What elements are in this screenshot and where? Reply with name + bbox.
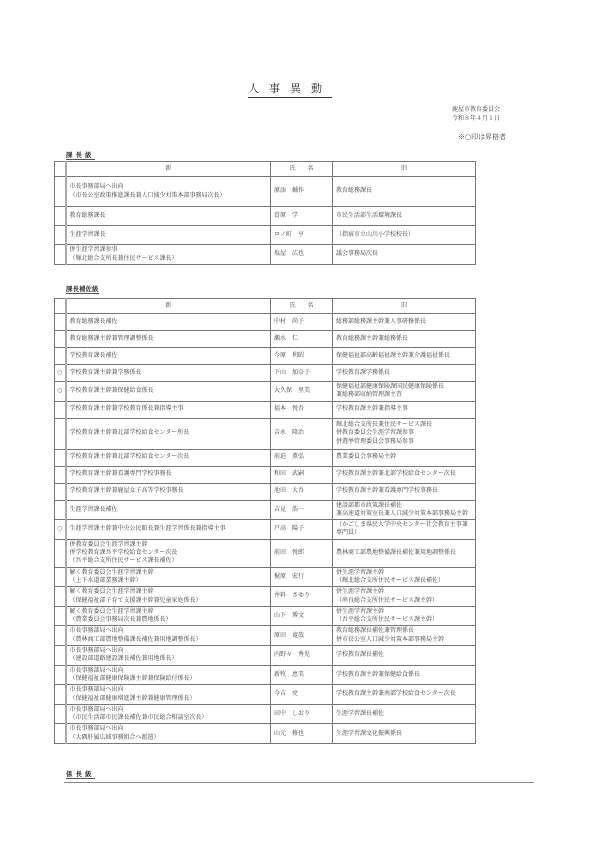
promotion-mark: [55, 685, 66, 705]
old-position: 学校教育課主幹兼北部学校給食センター次長: [333, 466, 476, 483]
promotion-mark: [55, 401, 66, 418]
person-name: 福本 悦吾: [271, 401, 333, 418]
person-name: 内野々 秀児: [271, 646, 333, 666]
new-position: 解く教育委員会生涯学習課主幹 （上下水道部業務課主幹）: [66, 567, 271, 587]
table-header-row: [55, 162, 476, 177]
person-name: 塩屋 広也: [271, 245, 333, 265]
old-position: （かごしま県民大学中央センター社会教育主事兼専門員）: [333, 520, 476, 540]
header-new: 新: [66, 299, 271, 314]
old-position: 生涯学習課文化振興係長: [333, 724, 476, 744]
new-position: 市長事務部局へ出向 （大隅肝属広域事務組合へ派遣）: [66, 724, 271, 744]
old-position: 併生涯学習課主幹 （串良総合支所住民サービス課主幹）: [333, 587, 476, 607]
new-position: 市長事務部局へ出向 （農林商工部農地整備課長補佐兼用地調整係長）: [66, 626, 271, 646]
new-position: 市長事務部局へ出向 （市民生活部市民課長補佐兼市民総合相談室次長）: [66, 704, 271, 724]
issuer-block: [452, 105, 500, 123]
roster-table-kacho-hosa: [54, 298, 476, 744]
table-row: [55, 665, 476, 685]
header-mark: [55, 162, 66, 177]
promotion-mark: [55, 245, 66, 265]
old-position: 総務部総務課主幹兼人事研修係長: [333, 314, 476, 331]
old-position: 農業委員会事務局主幹: [333, 449, 476, 466]
new-position: 教育総務課長: [66, 207, 271, 226]
person-name: 吉永 隆治: [271, 418, 333, 449]
old-position: 学校教育課主幹兼保健給食係長: [333, 665, 476, 685]
header-mark: [55, 299, 66, 314]
new-position: 学校教育課主幹兼鹿屋女子高等学校事務長: [66, 483, 271, 500]
promotion-mark: [55, 177, 66, 207]
table-row: [55, 226, 476, 245]
promotion-mark: ○: [55, 520, 66, 540]
table-row: [55, 177, 476, 207]
issue-date: 令和８年４月１日: [452, 115, 501, 122]
person-name: 瀬水 仁: [271, 331, 333, 348]
new-position: 解く教育委員会生涯学習課主幹 （保健福祉部子育て支援課主幹兼児童家庭係長）: [66, 587, 271, 607]
new-position: 学校教育課主幹兼北部学校給食センター所長: [66, 418, 271, 449]
old-position: 併生涯学習課主幹 （吾平総合支所住民サービス課主幹）: [333, 606, 476, 626]
promotion-mark: [55, 314, 66, 331]
header-name: 氏 名: [271, 299, 333, 314]
old-position: 輝北総合支所長兼住民サービス課長 併教育委員会生涯学習課参事 併選挙管理委員会事務局参事: [333, 418, 476, 449]
old-position: 教育総務課長: [333, 177, 476, 207]
promotion-mark: [55, 483, 66, 500]
person-name: 大久保 里美: [271, 382, 333, 402]
table-row: [55, 207, 476, 226]
person-name: 吉見 浩一: [271, 500, 333, 520]
section-heading-kacho: 課長級: [66, 151, 95, 159]
promotion-mark: ○: [55, 365, 66, 382]
new-position: 市長事務部局へ出向 （市長公室政策推進課長兼人口減少対策本部事務局次長）: [66, 177, 271, 207]
roster-table-kacho: [54, 161, 476, 265]
old-position: 教育総務課長補佐兼管理係長 併市長公室人口減少対策本部事務局主幹: [333, 626, 476, 646]
new-position: 併生涯学習課参事 （輝北総合支所長兼住民サービス課長）: [66, 245, 271, 265]
person-name: 山元 修也: [271, 724, 333, 744]
old-position: 保健福祉部健康保険課国民健康保険係長 兼総務部収納管理課主査: [333, 382, 476, 402]
table-row: [55, 331, 476, 348]
promotion-mark: [55, 724, 66, 744]
new-position: 教育総務課主幹兼管理調整係長: [66, 331, 271, 348]
person-name: 戸高 陽子: [271, 520, 333, 540]
old-position: 市民生活部生活環境課長: [333, 207, 476, 226]
person-name: 梶原 宏行: [271, 567, 333, 587]
table-row: [55, 365, 476, 382]
table-row: [55, 587, 476, 607]
header-old: 旧: [333, 299, 476, 314]
promotion-mark: [55, 606, 66, 626]
table-row: [55, 500, 476, 520]
section-heading-kakaricho: 係長級: [66, 770, 95, 778]
promotion-mark: [55, 646, 66, 666]
table-row: [55, 245, 476, 265]
person-name: 山下 博文: [271, 606, 333, 626]
old-position: 議会事務局次長: [333, 245, 476, 265]
person-name: 今原 利昭: [271, 348, 333, 365]
person-name: ロノ町 亨: [271, 226, 333, 245]
table-row: [55, 539, 476, 567]
new-position: 市長事務部局へ出向 （保健福祉部健康増進課主幹兼健康管理係長）: [66, 685, 271, 705]
old-position: 併生涯学習課主幹 （輝北総合支所住民サービス課長補佐）: [333, 567, 476, 587]
old-position: 農林商工部農地整備課長補佐兼用地調整係長: [333, 539, 476, 567]
person-name: 池田 大吾: [271, 483, 333, 500]
new-position: 併教育委員会生涯学習課主幹 併学校教育課吾平学校給食センター次長 （吾平総合支所住民サービス課長補佐）: [66, 539, 271, 567]
person-name: 前迫 薫弘: [271, 449, 333, 466]
new-position: 学校教育課主幹兼看護専門学校事務長: [66, 466, 271, 483]
table-row: [55, 418, 476, 449]
table-row: [55, 348, 476, 365]
document-title: 人事異動: [248, 80, 332, 98]
table-row: [55, 567, 476, 587]
table-row: [55, 704, 476, 724]
new-position: 学校教育課主幹兼北部学校給食センター次長: [66, 449, 271, 466]
new-position: 市長事務部局へ出向 （保健福祉部健康保険課主幹兼保険給付係長）: [66, 665, 271, 685]
new-position: 学校教育課主幹兼保健給食係長: [66, 382, 271, 402]
table-row: [55, 466, 476, 483]
table-row: [55, 685, 476, 705]
promotion-mark: ○: [55, 382, 66, 402]
promotion-mark: [55, 626, 66, 646]
new-position: 市長事務部局へ出向 （建設部道路建設課長補佐兼用地係長）: [66, 646, 271, 666]
table-row: [55, 483, 476, 500]
old-position: （指宿市立山川小学校校長）: [333, 226, 476, 245]
promotion-mark: [55, 665, 66, 685]
promotion-mark: [55, 500, 66, 520]
table-row: [55, 449, 476, 466]
new-position: 学校教育課主幹兼学校教育係長兼指導主事: [66, 401, 271, 418]
person-name: 和田 武嗣: [271, 466, 333, 483]
table-row: [55, 646, 476, 666]
new-position: 解く教育委員会生涯学習課主幹 （農業委員会事務局次長兼農地係長）: [66, 606, 271, 626]
new-position: 生涯学習課主幹兼中央公民館長兼生涯学習係長兼指導主事: [66, 520, 271, 540]
old-position: 教育総務課主幹兼総務係長: [333, 331, 476, 348]
person-name: 前田 悦郎: [271, 539, 333, 567]
table-row: [55, 724, 476, 744]
person-name: 井料 さゆり: [271, 587, 333, 607]
old-position: 学校教育課主幹兼指導主事: [333, 401, 476, 418]
promotion-mark: [55, 418, 66, 449]
new-position: 生涯学習課長: [66, 226, 271, 245]
old-position: 学校教育課主幹兼南部学校給食センター次長: [333, 685, 476, 705]
promotion-mark: [55, 331, 66, 348]
section-heading-kacho-hosa: 課長補佐級: [66, 285, 99, 293]
new-position: 学校教育課主幹兼学務係長: [66, 365, 271, 382]
header-new: 新: [66, 162, 271, 177]
old-position: 学校教育課学務係長: [333, 365, 476, 382]
person-name: 曽原 学: [271, 207, 333, 226]
promotion-mark: [55, 348, 66, 365]
new-position: 教育総務課長補佐: [66, 314, 271, 331]
table-row: [55, 626, 476, 646]
person-name: 原添 輔作: [271, 177, 333, 207]
table-row: [55, 401, 476, 418]
promotion-mark: [55, 466, 66, 483]
table-row: [55, 314, 476, 331]
table-row: [55, 382, 476, 402]
table-top-rule: [64, 782, 534, 783]
old-position: 学校教育課長補佐: [333, 646, 476, 666]
person-name: 下山 加奈子: [271, 365, 333, 382]
new-position: 生涯学習課長補佐: [66, 500, 271, 520]
new-position: 学校教育課長補佐: [66, 348, 271, 365]
person-name: 中村 尚子: [271, 314, 333, 331]
promotion-mark: [55, 567, 66, 587]
table-header-row: [55, 299, 476, 314]
header-name: 氏 名: [271, 162, 333, 177]
promotion-mark: [55, 587, 66, 607]
table-row: [55, 606, 476, 626]
promotion-mark: [55, 226, 66, 245]
old-position: 学校教育課主幹兼看護専門学校事務長: [333, 483, 476, 500]
old-position: 建設部都市政策課長補佐 兼高速道対策室長兼人口減少対策本部事務局主幹: [333, 500, 476, 520]
person-name: 田中 しおり: [271, 704, 333, 724]
header-old: 旧: [333, 162, 476, 177]
promotion-mark: [55, 449, 66, 466]
promotion-mark: [55, 704, 66, 724]
promotion-mark: [55, 207, 66, 226]
person-name: 新牧 恵美: [271, 665, 333, 685]
promotion-mark: [55, 539, 66, 567]
issuer-name: 鹿屋市教育委員会: [452, 106, 501, 113]
table-row: [55, 520, 476, 540]
person-name: 原田 竜哉: [271, 626, 333, 646]
promotion-note: ※○印は昇格者: [458, 133, 507, 141]
person-name: 今吉 亮: [271, 685, 333, 705]
old-position: 保健福祉部高齢福祉課主幹兼介護福祉係長: [333, 348, 476, 365]
old-position: 生涯学習課長補佐: [333, 704, 476, 724]
